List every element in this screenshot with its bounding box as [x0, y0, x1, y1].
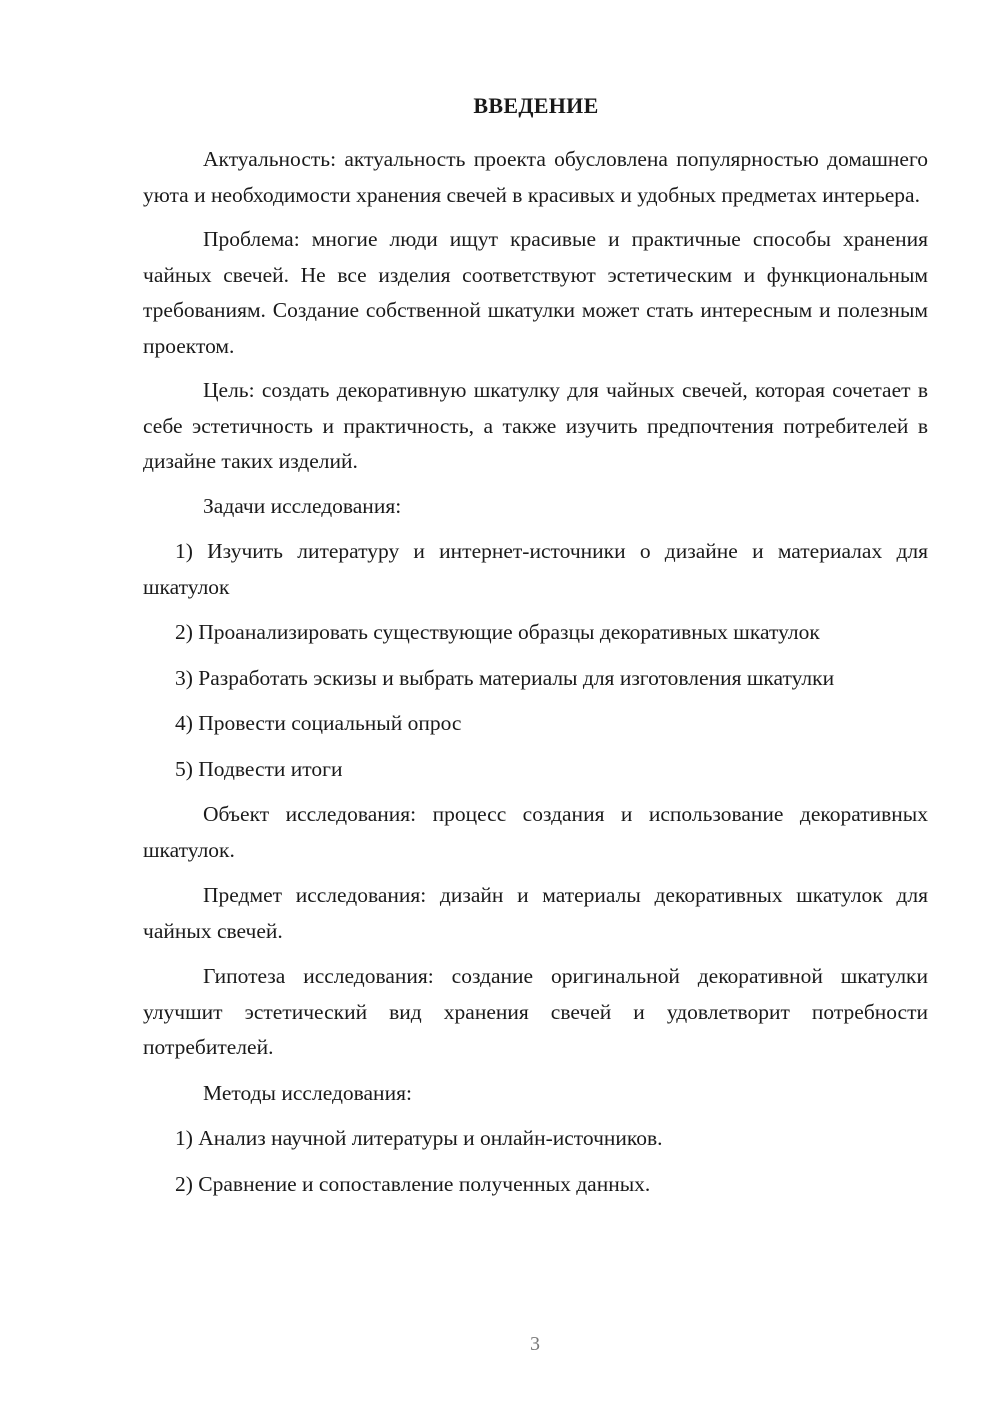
task-item-1: 1) Изучить литературу и интернет-источники о дизайне и материалах для шкатулок — [143, 539, 928, 599]
paragraph-subject: Предмет исследования: дизайн и материалы декоративных шкатулок для чайных свечей. — [143, 883, 928, 943]
paragraph-relevance: Актуальность: актуальность проекта обусловлена популярностью домашнего уюта и необходимости хранения свечей в красивых и удобных предметах интерьера. — [143, 147, 928, 207]
method-item-1: 1) Анализ научной литературы и онлайн-источников. — [175, 1126, 663, 1150]
paragraph-problem: Проблема: многие люди ищут красивые и практичные способы хранения чайных свечей. Не все изделия соответствуют эстетическим и функциональным требованиям. Создание собственной шкатулки может стать интересным и полезным проектом. — [143, 227, 928, 358]
task-item-4: 4) Провести социальный опрос — [175, 711, 462, 735]
method-item-2: 2) Сравнение и сопоставление полученных данных. — [175, 1171, 651, 1196]
paragraph-tasks-heading: Задачи исследования: — [203, 493, 402, 518]
page-title: ВВЕДЕНИЕ — [473, 93, 599, 118]
task-item-2: 2) Проанализировать существующие образцы декоративных шкатулок — [175, 620, 820, 644]
paragraph-methods-heading: Методы исследования: — [203, 1080, 412, 1105]
paragraph-hypothesis: Гипотеза исследования: создание оригинальной декоративной шкатулки улучшит эстетический вид хранения свечей и удовлетворит потребности потребителей. — [143, 964, 928, 1059]
body-text — [143, 142, 928, 1202]
task-item-5: 5) Подвести итоги — [175, 756, 343, 781]
paragraph-object: Объект исследования: процесс создания и использование декоративных шкатулок. — [143, 802, 928, 862]
page-number: 3 — [530, 1333, 540, 1355]
task-item-3: 3) Разработать эскизы и выбрать материалы для изготовления шкатулки — [175, 665, 835, 690]
paragraph-goal: Цель: создать декоративную шкатулку для чайных свечей, которая сочетает в себе эстетичность и практичность, а также изучить предпочтения потребителей в дизайне таких изделий. — [143, 378, 928, 473]
